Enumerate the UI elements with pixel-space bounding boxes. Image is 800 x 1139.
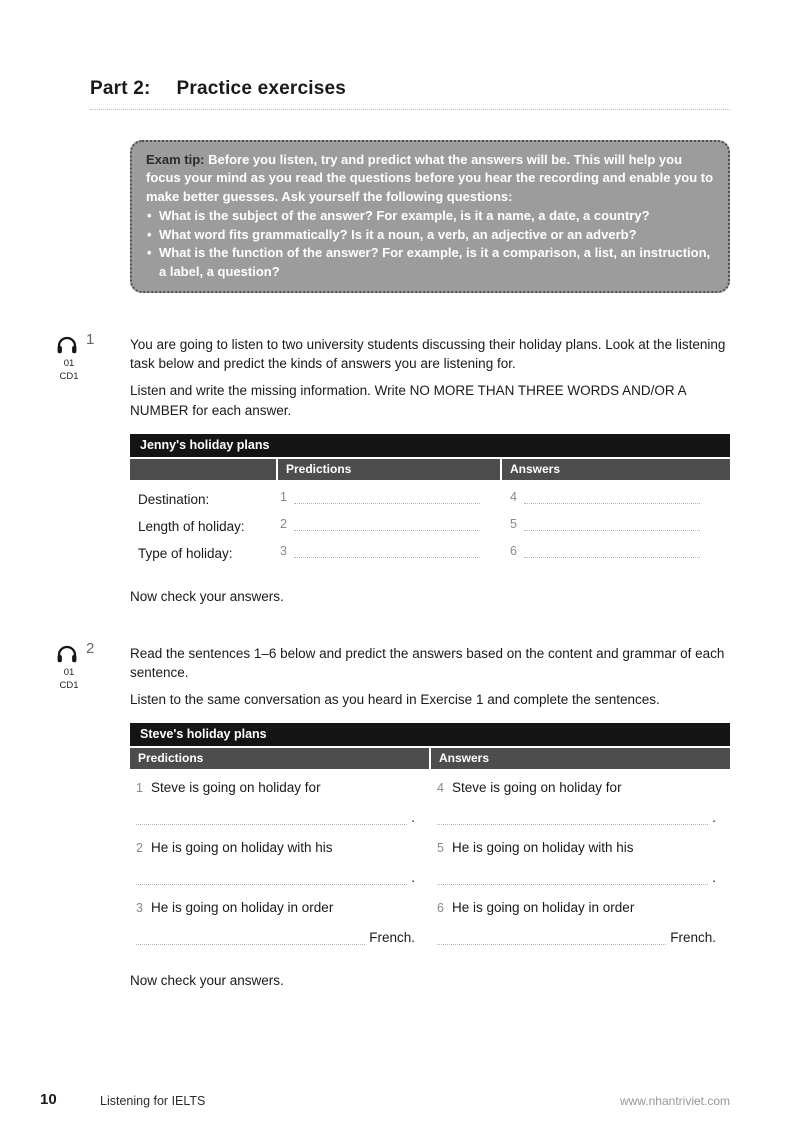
answer-blank bbox=[294, 518, 480, 531]
book-page bbox=[0, 78, 800, 1139]
part-name: Practice exercises bbox=[176, 78, 347, 99]
table-title: Steve's holiday plans bbox=[130, 723, 730, 746]
exam-tip-label: Exam tip: bbox=[146, 152, 205, 167]
question-number: 4 bbox=[437, 781, 444, 796]
question-number: 1 bbox=[136, 781, 143, 796]
answer-blank bbox=[294, 491, 480, 504]
table-row bbox=[130, 891, 730, 951]
track-number: 01 bbox=[63, 666, 75, 678]
answer-blank bbox=[437, 872, 708, 885]
steve-table bbox=[130, 723, 730, 951]
cd-label: CD1 bbox=[59, 370, 79, 382]
exam-tip-box bbox=[130, 140, 730, 293]
table-row bbox=[130, 513, 730, 540]
table-body bbox=[130, 480, 730, 567]
question-number: 3 bbox=[136, 901, 143, 916]
exercise-number: 2 bbox=[86, 639, 95, 657]
exercise1-intro: You are going to listen to two university students discussing their holiday plans. Look at the listening task below and predict the kinds of answers you are listening for. bbox=[130, 337, 726, 372]
row-label: Destination: bbox=[138, 491, 210, 507]
track-number: 01 bbox=[63, 358, 75, 370]
headphones-icon bbox=[54, 642, 80, 666]
question-number: 5 bbox=[510, 517, 517, 532]
sentence-suffix: French. bbox=[369, 930, 415, 946]
title-divider bbox=[90, 109, 730, 110]
head-cell-empty bbox=[130, 459, 276, 480]
page-number: 10 bbox=[40, 1091, 57, 1108]
answer-blank bbox=[136, 812, 407, 825]
exam-tip-intro bbox=[146, 151, 714, 206]
table-title: Jenny's holiday plans bbox=[130, 434, 730, 457]
question-number: 6 bbox=[437, 901, 444, 916]
answer-blank bbox=[136, 872, 407, 885]
exercise-number: 1 bbox=[86, 331, 95, 349]
answer-cell bbox=[431, 891, 730, 951]
answer-cell bbox=[431, 831, 730, 891]
table-head-row bbox=[130, 459, 730, 480]
audio-gutter bbox=[54, 333, 118, 384]
sentence-text: He is going on holiday in order bbox=[451, 900, 635, 916]
answer-cell bbox=[431, 771, 730, 831]
check-answers-note: Now check your answers. bbox=[130, 973, 284, 989]
audio-gutter bbox=[54, 639, 118, 693]
page-title bbox=[90, 78, 730, 100]
book-title: Listening for IELTS bbox=[100, 1094, 206, 1108]
sentence-suffix: . bbox=[712, 870, 716, 886]
question-number: 2 bbox=[136, 841, 143, 856]
table-row bbox=[130, 771, 730, 831]
head-cell-answers: Answers bbox=[431, 748, 730, 769]
exercise2-instruction: Listen to the same conversation as you heard in Exercise 1 and complete the sentences. bbox=[130, 692, 660, 708]
sentence-text: He is going on holiday with his bbox=[150, 840, 333, 856]
sentence-text: He is going on holiday with his bbox=[451, 840, 634, 856]
question-number: 5 bbox=[437, 841, 444, 856]
head-cell-predictions: Predictions bbox=[130, 748, 429, 769]
answer-blank bbox=[294, 545, 480, 558]
sentence-suffix: . bbox=[411, 810, 415, 826]
question-number: 4 bbox=[510, 490, 517, 505]
prediction-cell bbox=[130, 771, 429, 831]
answer-blank bbox=[524, 491, 700, 504]
cd-label: CD1 bbox=[59, 679, 79, 691]
exercise-1 bbox=[59, 331, 730, 604]
part-label: Part 2: bbox=[90, 78, 151, 99]
sentence-text: He is going on holiday in order bbox=[150, 900, 334, 916]
table-row bbox=[130, 831, 730, 891]
sentence-text: Steve is going on holiday for bbox=[451, 780, 622, 796]
sentence-text: Steve is going on holiday for bbox=[150, 780, 321, 796]
sentence-suffix: . bbox=[712, 810, 716, 826]
tip-bullet: • What word fits grammatically? Is it a noun, a verb, an adjective or an adverb? bbox=[146, 226, 714, 244]
check-answers-note: Now check your answers. bbox=[130, 588, 284, 604]
prediction-cell bbox=[130, 891, 429, 951]
question-number: 2 bbox=[280, 517, 287, 532]
answer-blank bbox=[437, 932, 666, 945]
headphones-icon bbox=[54, 333, 80, 357]
tip-bullet: • What is the function of the answer? For example, is it a comparison, a list, an instruction, a label, a question? bbox=[146, 244, 714, 281]
exam-tip-text: Before you listen, try and predict what the answers will be. This will help you focus your mind as you read the questions before you hear the recording and enable you to make better guesses. Ask yourself the following questions: bbox=[146, 152, 714, 204]
head-cell-answers: Answers bbox=[502, 459, 730, 480]
table-body bbox=[130, 769, 730, 951]
sentence-suffix: . bbox=[411, 870, 415, 886]
exercise-2 bbox=[59, 639, 730, 989]
page-header bbox=[90, 78, 730, 110]
prediction-cell bbox=[130, 831, 429, 891]
exercise2-intro: Read the sentences 1–6 below and predict the answers based on the content and grammar of each sentence. bbox=[130, 645, 725, 680]
table-row bbox=[130, 540, 730, 567]
table-head-row bbox=[130, 748, 730, 769]
jenny-table bbox=[130, 434, 730, 567]
tip-bullet: • What is the subject of the answer? For example, is it a name, a date, a country? bbox=[146, 207, 714, 225]
answer-blank bbox=[437, 812, 708, 825]
publisher-website: www.nhantriviet.com bbox=[619, 1094, 730, 1108]
question-number: 1 bbox=[280, 490, 287, 505]
question-number: 3 bbox=[280, 544, 287, 559]
head-cell-predictions: Predictions bbox=[278, 459, 500, 480]
table-row bbox=[130, 486, 730, 513]
answer-blank bbox=[524, 545, 700, 558]
sentence-suffix: French. bbox=[670, 930, 716, 946]
exam-tip-bullets bbox=[146, 207, 714, 281]
question-number: 6 bbox=[510, 544, 517, 559]
row-label: Length of holiday: bbox=[138, 518, 245, 534]
answer-blank bbox=[524, 518, 700, 531]
answer-blank bbox=[136, 932, 365, 945]
exercise1-instruction: Listen and write the missing information. Write NO MORE THAN THREE WORDS AND/OR A NUMBER for each answer. bbox=[130, 383, 686, 418]
row-label: Type of holiday: bbox=[138, 545, 233, 561]
